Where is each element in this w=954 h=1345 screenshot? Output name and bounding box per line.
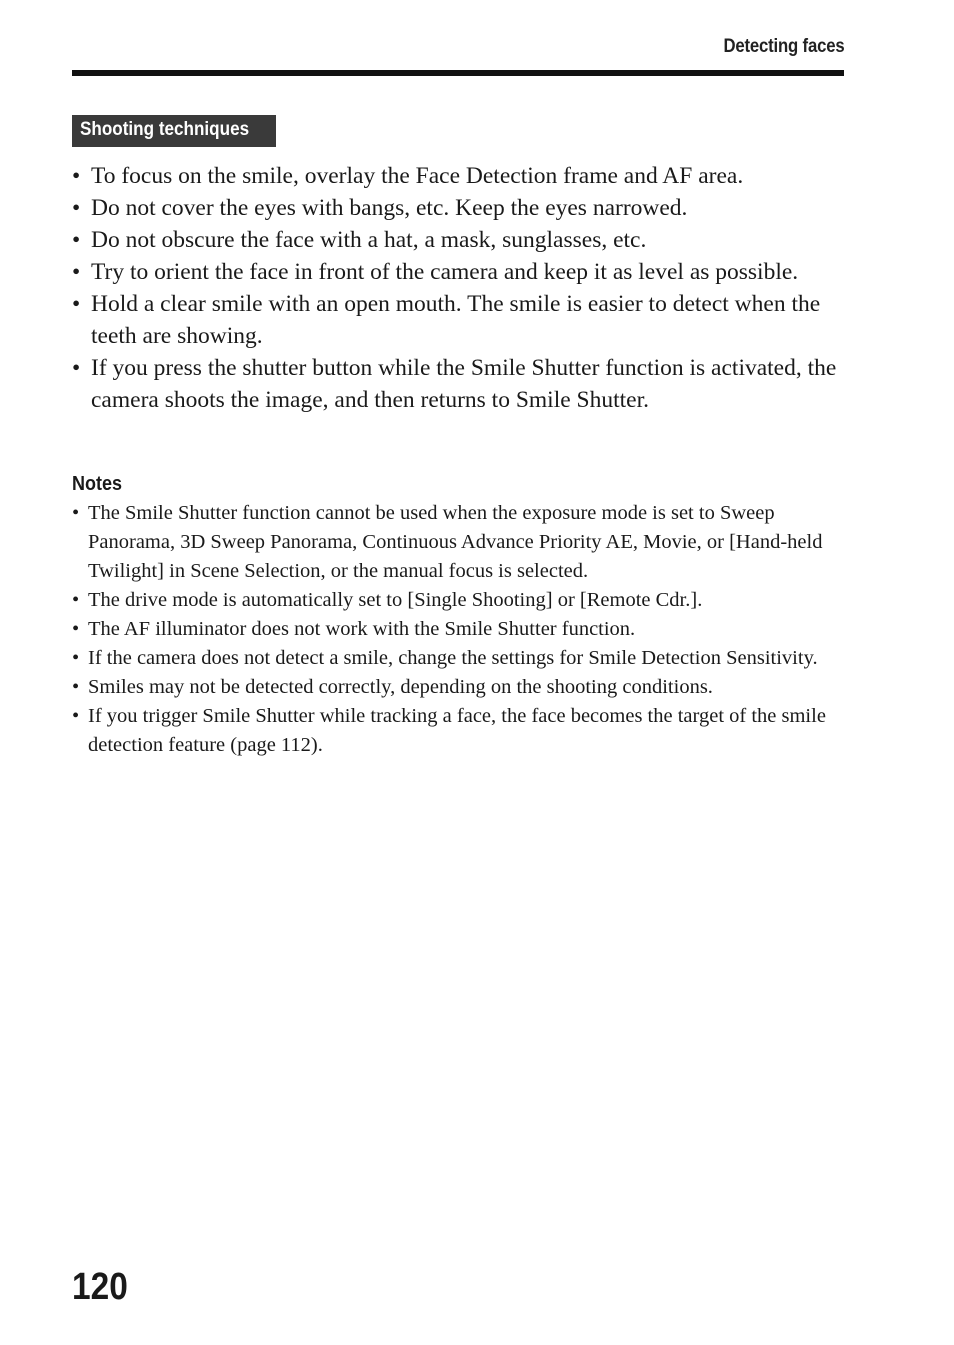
tip-item: • Do not cover the eyes with bangs, etc. Keep the eyes narrowed. bbox=[72, 192, 852, 224]
header-title: Detecting faces bbox=[723, 36, 844, 57]
note-item: • If you trigger Smile Shutter while tracking a face, the face becomes the target of the smile detection feature (page 112). bbox=[72, 702, 852, 760]
tip-item: • Hold a clear smile with an open mouth. The smile is easier to detect when the teeth are showing. bbox=[72, 288, 852, 352]
note-item: • Smiles may not be detected correctly, depending on the shooting conditions. bbox=[72, 673, 852, 702]
tip-item: • Do not obscure the face with a hat, a mask, sunglasses, etc. bbox=[72, 224, 852, 256]
page-number: 120 bbox=[72, 1266, 128, 1308]
note-item: • If the camera does not detect a smile, change the settings for Smile Detection Sensitivity. bbox=[72, 644, 852, 673]
tip-item: • To focus on the smile, overlay the Face Detection frame and AF area. bbox=[72, 160, 852, 192]
note-item: • The AF illuminator does not work with the Smile Shutter function. bbox=[72, 615, 852, 644]
notes-list bbox=[72, 499, 852, 760]
note-item: • The drive mode is automatically set to [Single Shooting] or [Remote Cdr.]. bbox=[72, 586, 852, 615]
header-rule bbox=[72, 70, 844, 76]
section-label-text: Shooting techniques bbox=[80, 119, 250, 140]
tips-list bbox=[72, 160, 852, 416]
note-item: • The Smile Shutter function cannot be used when the exposure mode is set to Sweep Panorama, 3D Sweep Panorama, Continuous Advance Priority AE, Movie, or [Hand-held Twilight] in Scene Selection, or the manual focus is selected. bbox=[72, 499, 852, 586]
notes-heading: Notes bbox=[72, 473, 123, 495]
section-label bbox=[72, 115, 276, 147]
tip-item: • If you press the shutter button while the Smile Shutter function is activated, the camera shoots the image, and then returns to Smile Shutter. bbox=[72, 352, 852, 416]
tip-item: • Try to orient the face in front of the camera and keep it as level as possible. bbox=[72, 256, 852, 288]
